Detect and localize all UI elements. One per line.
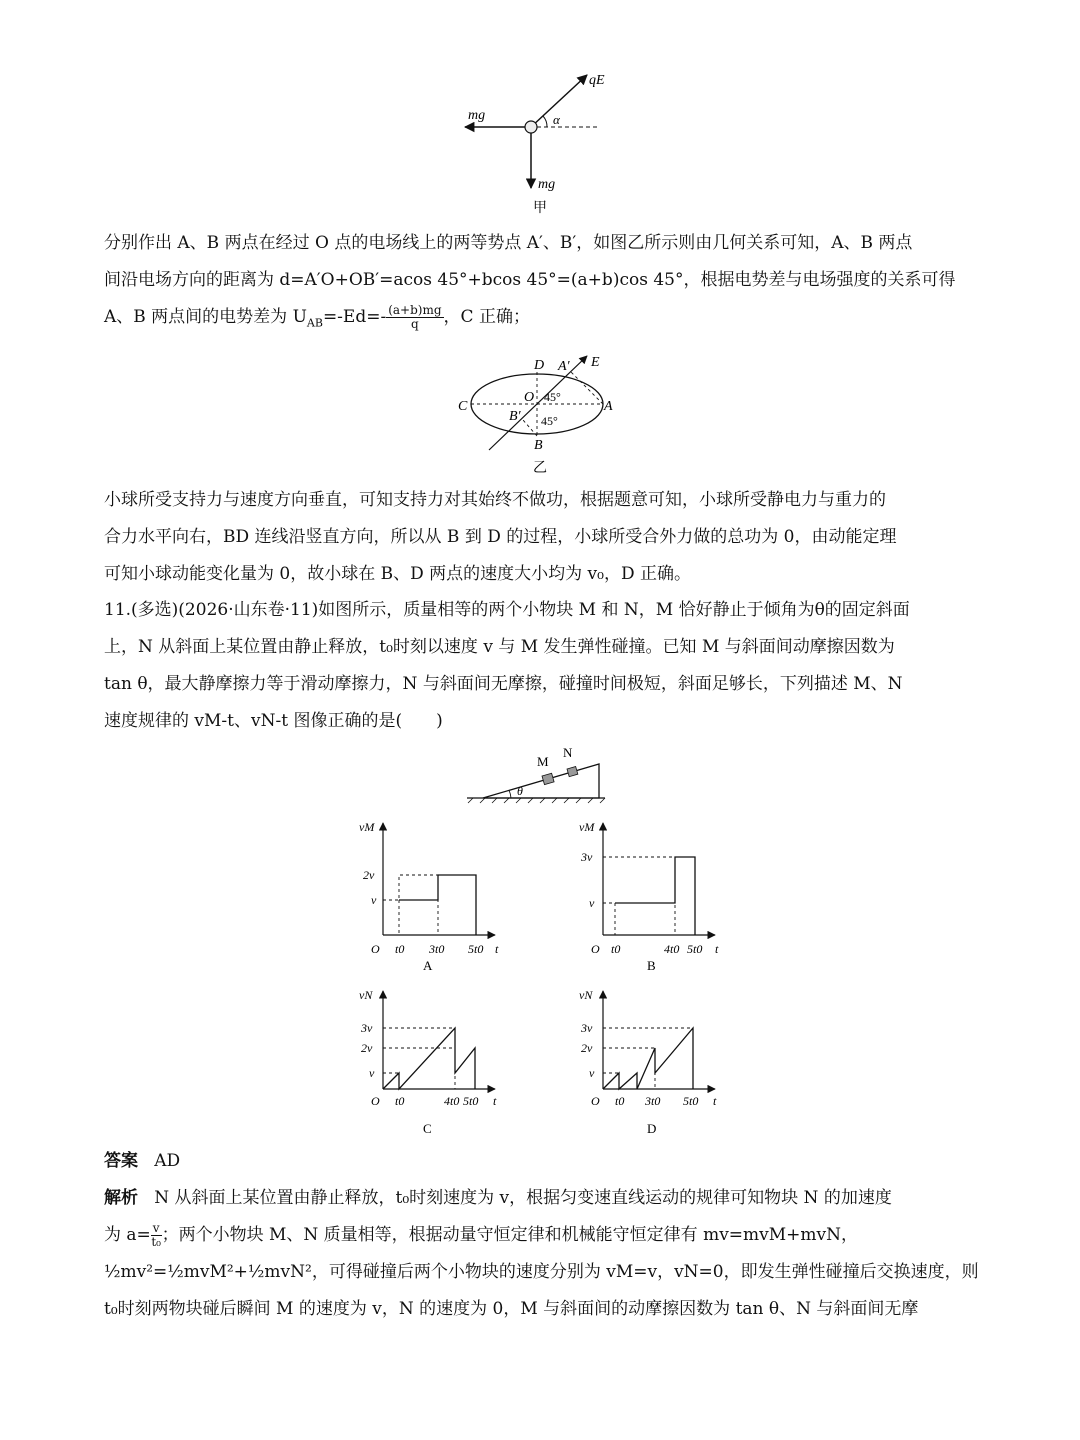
graph-A-ylabel: vM [359, 820, 375, 834]
graph-B-caption: B [647, 958, 656, 973]
graph-A [355, 815, 515, 975]
analysis-line-3: ½mv²=½mvM²+½mvN²，可得碰撞后两个小物块的速度分别为 vM=v，vN=0，即发生弹性碰撞后交换速度，则 [104, 1262, 979, 1282]
graph-B-xtick: 4t0 [664, 942, 680, 956]
graph-D-xtick: 3t0 [645, 1094, 661, 1108]
graph-C-caption: C [423, 1121, 432, 1136]
q11-line-1: 11.(多选)(2026·山东卷·11)如图所示，质量相等的两个小物块 M 和 N，M 恰好静止于倾角为θ的固定斜面 [104, 600, 910, 620]
label-E: E [591, 355, 600, 370]
figure-jia [455, 66, 625, 226]
graph-A-xtick: t0 [395, 942, 405, 956]
q11-line-2: 上，N 从斜面上某位置由静止释放，t₀时刻以速度 v 与 M 发生弹性碰撞。已知 M 与斜面间动摩擦因数为 [104, 637, 895, 657]
label-B: B [534, 438, 543, 453]
analysis-line-4: t₀时刻两物块碰后瞬间 M 的速度为 v，N 的速度为 0，M 与斜面间的动摩擦因数为 tan θ、N 与斜面间无摩 [104, 1299, 919, 1319]
graph-A-xtick: 3t0 [429, 942, 445, 956]
graph-A-xtick: t [495, 942, 499, 956]
graph-A-xtick: 5t0 [468, 942, 484, 956]
graph-A-xtick: O [371, 942, 380, 956]
label-C: C [458, 399, 468, 414]
label-M: M [537, 754, 549, 769]
graph-C-xtick: t [493, 1094, 497, 1108]
caption-jia: 甲 [533, 201, 547, 216]
analysis-line-1: N 从斜面上某位置由静止释放，t₀时刻速度为 v，根据匀变速直线运动的规律可知物块 N 的加速度 [154, 1188, 892, 1208]
graph-B-ytick: v [589, 896, 595, 910]
paragraph-2 [104, 482, 974, 593]
q11-line-4: 速度规律的 vM-t、vN-t 图像正确的是( ) [104, 711, 443, 731]
graph-B-xtick: t [715, 942, 719, 956]
caption-yi: 乙 [533, 461, 547, 476]
label-45deg-2: 45° [541, 414, 558, 428]
graph-A-ytick: v [371, 893, 377, 907]
label-mg-left: mg [468, 108, 486, 123]
graph-C-ytick: 3v [361, 1021, 373, 1035]
p1-line-2: 间沿电场方向的距离为 d=A′O+OB′=acos 45°+bcos 45°=(a+b)cos 45°，根据电势差与电场强度的关系可得 [104, 270, 956, 290]
graph-B-xtick: 5t0 [687, 942, 703, 956]
graph-B-curve [615, 857, 695, 935]
figure-yi [455, 352, 625, 477]
analysis-label: 解析 [104, 1188, 138, 1208]
graph-C-ytick: 2v [361, 1041, 373, 1055]
graph-D [575, 985, 735, 1140]
graph-B-xtick: O [591, 942, 600, 956]
graph-D-xtick: O [591, 1094, 600, 1108]
label-O: O [524, 390, 535, 405]
fraction-uab: $\frac{(a+b)mg}{q}$ [388, 303, 442, 331]
answer-block [104, 1143, 974, 1180]
graph-C-ylabel: vN [359, 988, 373, 1002]
answer-value: AD [154, 1151, 181, 1171]
p1-line-1: 分别作出 A、B 两点在经过 O 点的电场线上的两等势点 A′、B′，如图乙所示则由几何关系可知，A、B 两点 [104, 233, 913, 253]
graph-C [355, 985, 515, 1140]
graph-D-ytick: 3v [581, 1021, 593, 1035]
label-mg-down: mg [538, 177, 556, 192]
label-alpha: α [553, 112, 560, 127]
graph-C-curve [383, 1028, 475, 1089]
graph-A-curve [399, 875, 476, 935]
graph-C-xtick: O [371, 1094, 380, 1108]
graph-C-xtick: 4t0 [444, 1094, 460, 1108]
p1-line-3: A、B 两点间的电势差为 $U_{AB}=-Ed=-$ $\frac{(a+b)mg}{q}$ ，C 正确； [104, 303, 530, 331]
label-D: D [534, 358, 545, 373]
p2-line-3: 可知小球动能变化量为 0，故小球在 B、D 两点的速度大小均为 v₀，D 正确。 [104, 564, 692, 584]
graph-B-ylabel: vM [579, 820, 595, 834]
label-B-prime: B′ [509, 409, 521, 424]
p2-line-1: 小球所受支持力与速度方向垂直，可知支持力对其始终不做功，根据题意可知，小球所受静电力与重力的 [104, 490, 886, 510]
graph-B-xtick: t0 [611, 942, 621, 956]
graph-D-ytick: v [589, 1066, 595, 1080]
graph-D-xtick: t0 [615, 1094, 625, 1108]
label-A-prime: A′ [558, 359, 570, 374]
graph-D-ylabel: vN [579, 988, 593, 1002]
graph-A-caption: A [423, 958, 433, 973]
block-M [542, 773, 554, 784]
analysis-line-2: 为 a= $\frac{v}{\text{t₀}}$ ；两个小物块 M、N 质量相等，根据动量守恒定律和机械能守恒定律有 mv=mvM+mvN， [104, 1221, 859, 1249]
label-theta: θ [517, 784, 523, 798]
graph-D-ytick: 2v [581, 1041, 593, 1055]
graph-B-ytick: 3v [581, 850, 593, 864]
analysis-block [104, 1180, 979, 1328]
q11-line-3: tan θ，最大静摩擦力等于滑动摩擦力，N 与斜面间无摩擦，碰撞时间极短，斜面足够长，下列描述 M、N [104, 674, 903, 694]
ball [525, 121, 537, 133]
graph-D-caption: D [647, 1121, 657, 1136]
label-A: A [604, 399, 613, 414]
block-N [567, 767, 578, 777]
graph-B [575, 815, 735, 975]
label-qE: qE [589, 73, 605, 88]
answer-label: 答案 [104, 1151, 138, 1171]
question-11 [104, 592, 974, 740]
graph-A-ytick: 2v [363, 868, 375, 882]
incline-figure [465, 740, 615, 805]
graph-D-curve [603, 1028, 693, 1089]
graph-D-xtick: 5t0 [683, 1094, 699, 1108]
p2-line-2: 合力水平向右，BD 连线沿竖直方向，所以从 B 到 D 的过程，小球所受合外力做的总功为 0，由动能定理 [104, 527, 897, 547]
graph-C-xtick: 5t0 [463, 1094, 479, 1108]
graph-C-ytick: v [369, 1066, 375, 1080]
fraction-a: $\frac{v}{\text{t₀}}$ [151, 1221, 161, 1249]
paragraph-1 [104, 225, 974, 336]
graph-D-xtick: t [713, 1094, 717, 1108]
label-N: N [563, 745, 573, 760]
label-45deg-1: 45° [544, 390, 561, 404]
graph-C-xtick: t0 [395, 1094, 405, 1108]
incline-plane [483, 764, 599, 798]
